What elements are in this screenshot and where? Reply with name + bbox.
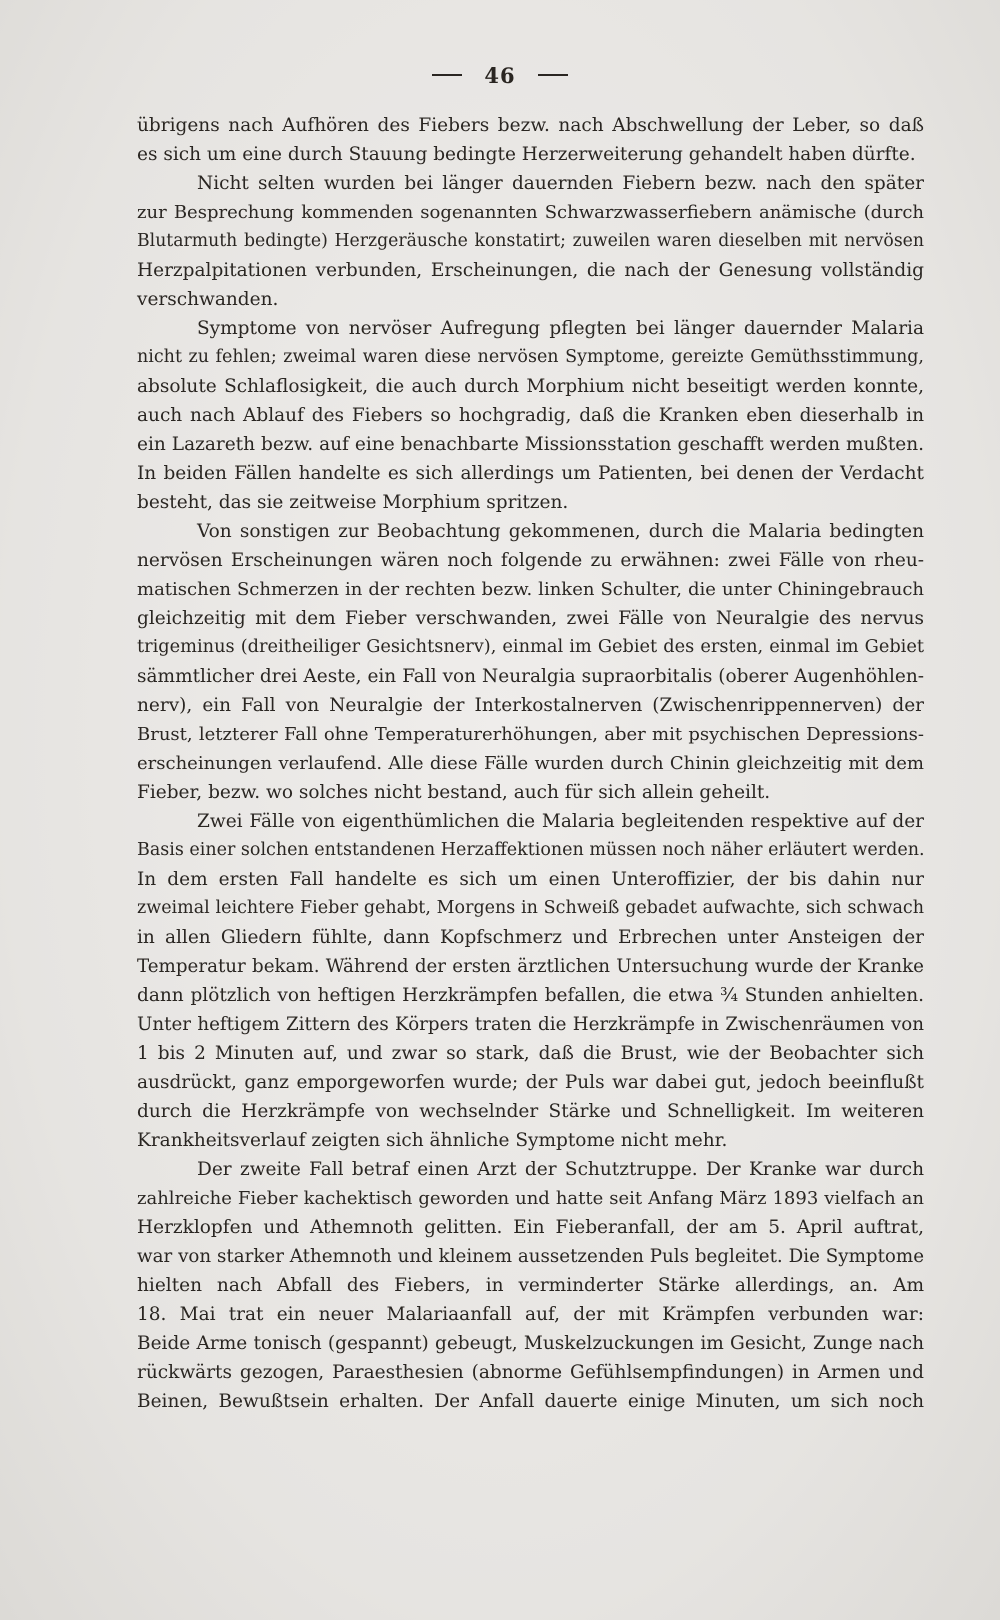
paragraph <box>137 111 924 169</box>
text-line: zur Besprechung kommenden sogenannten Schwarzwasserfiebern anämische (durch <box>137 202 924 223</box>
text-line: nerv), ein Fall von Neuralgie der Interkostalnerven (Zwischenrippennerven) der <box>137 695 924 716</box>
page-header <box>0 58 1000 92</box>
text-line: Temperatur bekam. Während der ersten ärztlichen Untersuchung wurde der Kranke <box>137 956 924 977</box>
text-line: dann plötzlich von heftigen Herzkrämpfen befallen, die etwa ¾ Stunden anhielten. <box>137 985 924 1006</box>
header-dash-left <box>432 74 462 76</box>
text-line: nicht zu fehlen; zweimal waren diese nervösen Symptome, gereizte Gemüthsstimmung, <box>137 347 924 367</box>
text-line: Beinen, Bewußtsein erhalten. Der Anfall dauerte einige Minuten, um sich noch <box>137 1391 924 1412</box>
text-line: Herzpalpitationen verbunden, Erscheinungen, die nach der Genesung vollständig <box>137 260 924 281</box>
text-line: Nicht selten wurden bei länger dauernden Fiebern bezw. nach den später <box>197 173 924 194</box>
text-line: In dem ersten Fall handelte es sich um einen Unteroffizier, der bis dahin nur <box>137 869 924 890</box>
paragraph <box>137 314 924 517</box>
text-line: war von starker Athemnoth und kleinem aussetzenden Puls begleitet. Die Symptome <box>137 1246 924 1267</box>
text-line: Brust, letzterer Fall ohne Temperaturerhöhungen, aber mit psychischen Depressions- <box>137 724 924 745</box>
text-line: zweimal leichtere Fieber gehabt, Morgens in Schweiß gebadet aufwachte, sich schwach <box>137 898 924 918</box>
text-line: rückwärts gezogen, Paraesthesien (abnorme Gefühlsempfindungen) in Armen und <box>137 1362 924 1383</box>
text-line: matischen Schmerzen in der rechten bezw. linken Schulter, die unter Chiningebrauch <box>137 579 924 600</box>
text-line: auch nach Ablauf des Fiebers so hochgradig, daß die Kranken eben dieserhalb in <box>137 405 924 426</box>
body-text <box>137 111 924 1416</box>
text-line: Zwei Fälle von eigenthümlichen die Malaria begleitenden respektive auf der <box>197 811 924 832</box>
text-line: 18. Mai trat ein neuer Malariaanfall auf, der mit Krämpfen verbunden war: <box>137 1304 924 1325</box>
text-line: Beide Arme tonisch (gespannt) gebeugt, Muskelzuckungen im Gesicht, Zunge nach <box>137 1333 924 1354</box>
text-line: Von sonstigen zur Beobachtung gekommenen, durch die Malaria bedingten <box>197 521 924 542</box>
text-line: hielten nach Abfall des Fiebers, in verminderter Stärke allerdings, an. Am <box>137 1275 924 1296</box>
page-number: 46 <box>484 62 516 88</box>
text-line: besteht, das sie zeitweise Morphium spritzen. <box>137 492 569 513</box>
text-line: trigeminus (dreitheiliger Gesichtsnerv), einmal im Gebiet des ersten, einmal im Gebiet <box>137 637 924 657</box>
text-line: in allen Gliedern fühlte, dann Kopfschmerz und Erbrechen unter Ansteigen der <box>137 927 924 948</box>
text-line: Krankheitsverlauf zeigten sich ähnliche Symptome nicht mehr. <box>137 1130 728 1151</box>
text-line: verschwanden. <box>137 289 279 310</box>
text-line: ein Lazareth bezw. auf eine benachbarte Missionsstation geschafft werden mußten. <box>137 434 924 455</box>
text-line: nervösen Erscheinungen wären noch folgende zu erwähnen: zwei Fälle von rheu- <box>137 550 924 571</box>
text-line: Herzklopfen und Athemnoth gelitten. Ein Fieberanfall, der am 5. April auftrat, <box>137 1217 924 1238</box>
paragraph <box>137 807 924 1155</box>
paragraph <box>137 517 924 807</box>
text-line: Unter heftigem Zittern des Körpers traten die Herzkrämpfe in Zwischenräumen von <box>137 1014 924 1035</box>
paragraph <box>137 1155 924 1416</box>
text-line: Symptome von nervöser Aufregung pflegten bei länger dauernder Malaria <box>197 318 924 339</box>
text-line: erscheinungen verlaufend. Alle diese Fälle wurden durch Chinin gleichzeitig mit dem <box>137 753 924 774</box>
text-line: 1 bis 2 Minuten auf, und zwar so stark, daß die Brust, wie der Beobachter sich <box>137 1043 924 1064</box>
text-line: zahlreiche Fieber kachektisch geworden und hatte seit Anfang März 1893 vielfach an <box>137 1188 924 1209</box>
header-dash-right <box>538 74 568 76</box>
text-line: übrigens nach Aufhören des Fiebers bezw. nach Abschwellung der Leber, so daß <box>137 115 924 136</box>
text-line: ausdrückt, ganz emporgeworfen wurde; der Puls war dabei gut, jedoch beeinflußt <box>137 1072 924 1093</box>
text-line: Fieber, bezw. wo solches nicht bestand, auch für sich allein geheilt. <box>137 782 771 803</box>
paragraph <box>137 169 924 314</box>
text-line: Basis einer solchen entstandenen Herzaffektionen müssen noch näher erläutert werden. <box>137 840 925 860</box>
text-line: durch die Herzkrämpfe von wechselnder Stärke und Schnelligkeit. Im weiteren <box>137 1101 924 1122</box>
text-line: es sich um eine durch Stauung bedingte Herzerweiterung gehandelt haben dürfte. <box>137 144 916 165</box>
text-line: gleichzeitig mit dem Fieber verschwanden, zwei Fälle von Neuralgie des nervus <box>137 608 924 629</box>
text-line: Der zweite Fall betraf einen Arzt der Schutztruppe. Der Kranke war durch <box>197 1159 924 1180</box>
text-line: sämmtlicher drei Aeste, ein Fall von Neuralgia supraorbitalis (oberer Augenhöhlen- <box>137 666 924 687</box>
text-line: Blutarmuth bedingte) Herzgeräusche konstatirt; zuweilen waren dieselben mit nervösen <box>137 231 924 251</box>
text-line: absolute Schlaflosigkeit, die auch durch Morphium nicht beseitigt werden konnte, <box>137 376 924 397</box>
text-line: In beiden Fällen handelte es sich allerdings um Patienten, bei denen der Verdacht <box>137 463 924 484</box>
